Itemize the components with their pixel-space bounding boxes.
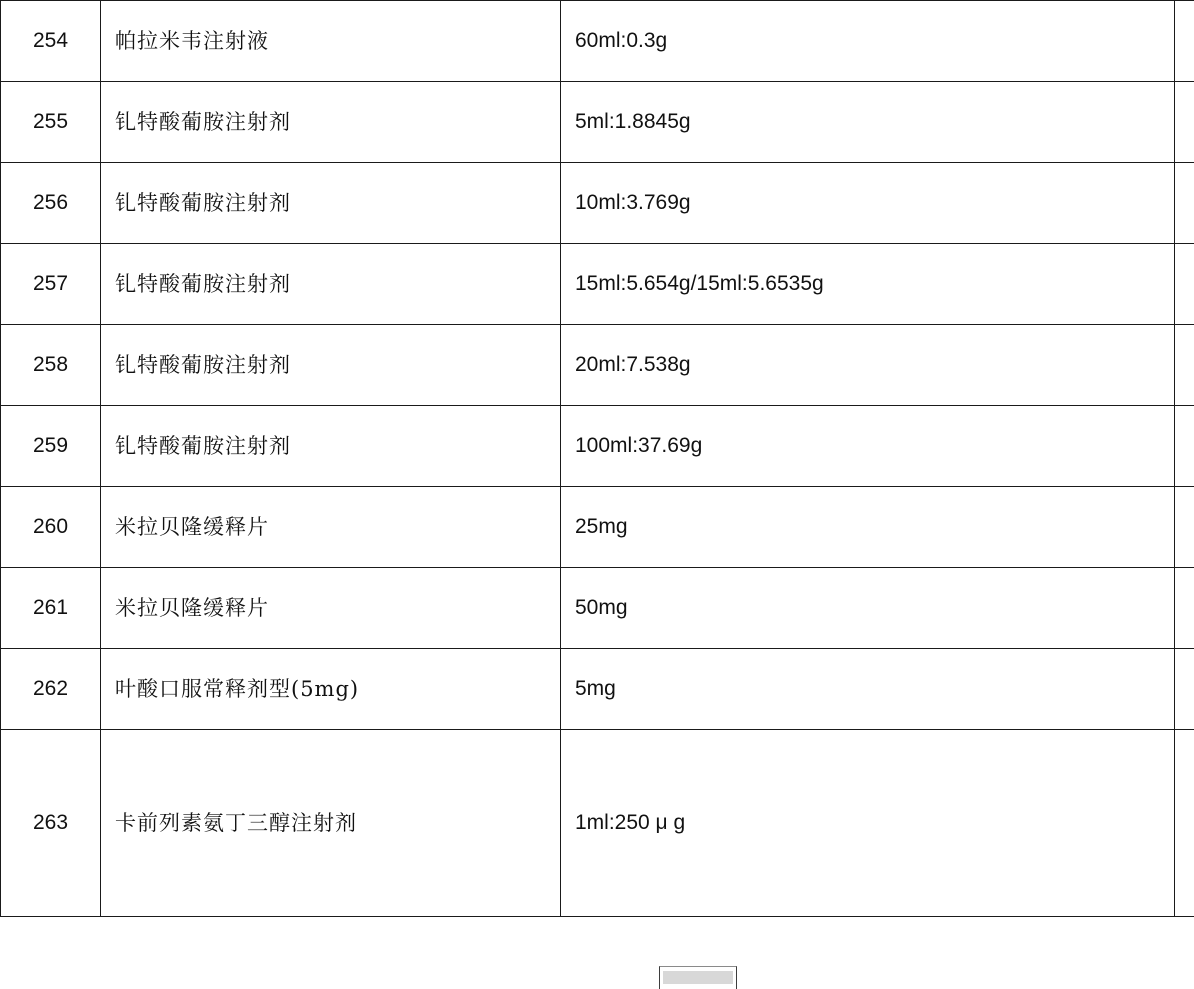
row-index: 258 (1, 325, 101, 406)
row-tail-cell (1175, 730, 1194, 917)
table-row (1, 568, 1194, 649)
table-row (1, 730, 1194, 917)
row-index: 256 (1, 163, 101, 244)
row-drug-name: 米拉贝隆缓释片 (101, 487, 561, 568)
table-row (1, 244, 1194, 325)
row-drug-name: 米拉贝隆缓释片 (101, 568, 561, 649)
row-index: 261 (1, 568, 101, 649)
row-tail-cell (1175, 82, 1194, 163)
row-specification: 5ml:1.8845g (561, 82, 1175, 163)
row-drug-name: 钆特酸葡胺注射剂 (101, 244, 561, 325)
row-index: 254 (1, 1, 101, 82)
row-drug-name: 帕拉米韦注射液 (101, 1, 561, 82)
row-index: 260 (1, 487, 101, 568)
row-index: 263 (1, 730, 101, 917)
row-drug-name: 卡前列素氨丁三醇注射剂 (101, 730, 561, 917)
table-row (1, 163, 1194, 244)
table-body (1, 1, 1194, 917)
row-specification: 25mg (561, 487, 1175, 568)
row-tail-cell (1175, 487, 1194, 568)
row-tail-cell (1175, 568, 1194, 649)
row-drug-name: 钆特酸葡胺注射剂 (101, 325, 561, 406)
row-drug-name: 叶酸口服常释剂型(5mg) (101, 649, 561, 730)
row-specification: 20ml:7.538g (561, 325, 1175, 406)
page-footer-artifact (659, 966, 737, 989)
row-drug-name: 钆特酸葡胺注射剂 (101, 406, 561, 487)
row-index: 257 (1, 244, 101, 325)
row-tail-cell (1175, 325, 1194, 406)
row-tail-cell (1175, 1, 1194, 82)
row-specification: 60ml:0.3g (561, 1, 1175, 82)
row-tail-cell (1175, 649, 1194, 730)
table-row (1, 649, 1194, 730)
table-row (1, 1, 1194, 82)
row-specification: 50mg (561, 568, 1175, 649)
row-tail-cell (1175, 244, 1194, 325)
row-index: 259 (1, 406, 101, 487)
row-index: 262 (1, 649, 101, 730)
row-tail-cell (1175, 163, 1194, 244)
row-specification: 15ml:5.654g/15ml:5.6535g (561, 244, 1175, 325)
row-drug-name: 钆特酸葡胺注射剂 (101, 82, 561, 163)
row-tail-cell (1175, 406, 1194, 487)
row-index: 255 (1, 82, 101, 163)
row-specification: 100ml:37.69g (561, 406, 1175, 487)
row-drug-name: 钆特酸葡胺注射剂 (101, 163, 561, 244)
table-row (1, 487, 1194, 568)
row-specification: 5mg (561, 649, 1175, 730)
page-footer-artifact-fill (663, 971, 733, 984)
table-row (1, 325, 1194, 406)
row-specification: 10ml:3.769g (561, 163, 1175, 244)
table-row (1, 82, 1194, 163)
row-specification: 1ml:250 μ g (561, 730, 1175, 917)
table-row (1, 406, 1194, 487)
